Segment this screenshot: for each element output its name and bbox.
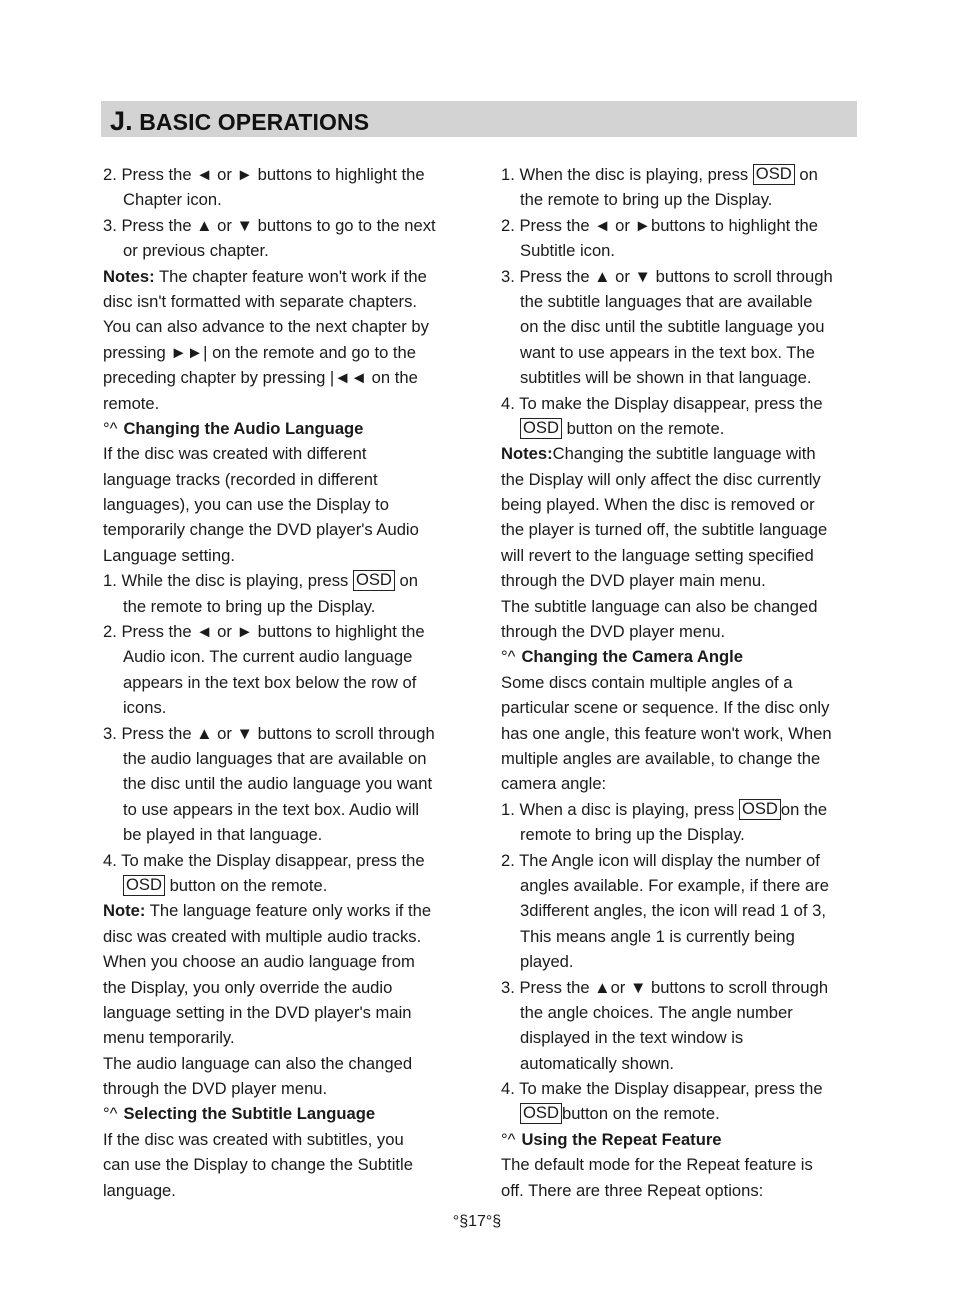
text-line: Audio icon. The current audio language bbox=[123, 647, 413, 667]
text-line: the remote to bring up the Display. bbox=[123, 596, 376, 616]
osd-key-label: OSD bbox=[520, 1103, 562, 1124]
section-title: J. BASIC OPERATIONS bbox=[110, 106, 370, 136]
text-line: pressing ►►| on the remote and go to the bbox=[103, 342, 416, 362]
right-column bbox=[501, 162, 861, 1203]
text-line: If the disc was created with subtitles, you bbox=[103, 1129, 404, 1149]
text-line: If the disc was created with different bbox=[103, 444, 367, 464]
text-line: Subtitle icon. bbox=[520, 241, 616, 261]
text-line: 3. Press the ▲ or ▼ buttons to scroll through bbox=[103, 723, 435, 743]
text-line: the remote to bring up the Display. bbox=[520, 190, 773, 210]
text-line: the player is turned off, the subtitle language bbox=[501, 520, 828, 540]
notes-line: Notes:Changing the subtitle language with bbox=[501, 444, 816, 464]
osd-key-label: OSD bbox=[520, 418, 562, 439]
text-line: disc isn't formatted with separate chapters. bbox=[103, 291, 417, 311]
text-line: remote. bbox=[103, 393, 160, 413]
text-line: language tracks (recorded in different bbox=[103, 469, 378, 489]
text-line: through the DVD player main menu. bbox=[501, 571, 766, 591]
text-line: 1. While the disc is playing, press OSD on bbox=[103, 570, 418, 591]
text-line: the angle choices. The angle number bbox=[520, 1002, 793, 1022]
note-line: Note: The language feature only works if the bbox=[103, 901, 432, 921]
text-line: 3. Press the ▲or ▼ buttons to scroll through bbox=[501, 977, 829, 997]
text-line: remote to bring up the Display. bbox=[520, 825, 745, 845]
osd-key-label: OSD bbox=[353, 570, 395, 591]
text-line: 4. To make the Display disappear, press the bbox=[501, 393, 823, 413]
section-header bbox=[101, 101, 857, 137]
text-line: has one angle, this feature won't work, When bbox=[501, 723, 832, 743]
osd-key-label: OSD bbox=[739, 799, 781, 820]
text-line: displayed in the text window is bbox=[520, 1028, 744, 1048]
osd-key-label: OSD bbox=[753, 164, 795, 185]
text-line: When you choose an audio language from bbox=[103, 952, 415, 972]
text-line: appears in the text box below the row of bbox=[123, 672, 417, 692]
text-line: being played. When the disc is removed or bbox=[501, 495, 815, 515]
section-heading-subtitle: °^ Selecting the Subtitle Language bbox=[103, 1104, 376, 1124]
text-line: the audio languages that are available on bbox=[123, 748, 427, 768]
text-line: Some discs contain multiple angles of a bbox=[501, 672, 793, 692]
text-line: to use appears in the text box. Audio will bbox=[123, 799, 420, 819]
text-line: The audio language can also the changed bbox=[103, 1053, 413, 1073]
text-line: the disc until the audio language you want bbox=[123, 774, 433, 794]
text-line: disc was created with multiple audio tracks. bbox=[103, 926, 422, 946]
text-line: off. There are three Repeat options: bbox=[501, 1180, 764, 1200]
text-line: the subtitle languages that are available bbox=[520, 291, 813, 311]
text-line: languages), you can use the Display to bbox=[103, 495, 389, 515]
text-line: preceding chapter by pressing |◄◄ on the bbox=[103, 368, 418, 388]
text-line: language setting in the DVD player's main bbox=[103, 1002, 412, 1022]
text-line: 1. When a disc is playing, press OSD on the bbox=[501, 798, 828, 819]
text-line: 2. Press the ◄ or ► buttons to highlight the bbox=[103, 165, 425, 184]
text-line: Language setting. bbox=[103, 545, 235, 565]
text-line: icons. bbox=[123, 698, 167, 718]
text-line: The default mode for the Repeat feature is bbox=[501, 1155, 813, 1175]
text-line: 2. Press the ◄ or ►buttons to highlight the bbox=[501, 215, 818, 235]
text-line: through the DVD player menu. bbox=[103, 1079, 328, 1099]
page-number: °§17°§ bbox=[452, 1213, 502, 1230]
text-line: language. bbox=[103, 1180, 176, 1200]
text-line: subtitles will be shown in that language. bbox=[520, 368, 812, 388]
left-column bbox=[103, 162, 463, 1203]
text-line: angles available. For example, if there are bbox=[520, 875, 829, 895]
text-line: menu temporarily. bbox=[103, 1028, 235, 1048]
text-line: 4. To make the Display disappear, press the bbox=[103, 850, 425, 870]
text-line: on the disc until the subtitle language you bbox=[520, 317, 825, 337]
text-line: temporarily change the DVD player's Audio bbox=[103, 520, 419, 540]
text-line: the Display, you only override the audio bbox=[103, 977, 393, 997]
text-line: 3. Press the ▲ or ▼ buttons to go to the next bbox=[103, 215, 436, 235]
text-line: Chapter icon. bbox=[123, 190, 222, 210]
text-line: camera angle: bbox=[501, 774, 607, 794]
text-line: multiple angles are available, to change the bbox=[501, 748, 821, 768]
text-line: You can also advance to the next chapter by bbox=[103, 317, 429, 337]
text-line: 4. To make the Display disappear, press the bbox=[501, 1079, 823, 1099]
text-line: 3. Press the ▲ or ▼ buttons to scroll through bbox=[501, 266, 833, 286]
text-line: automatically shown. bbox=[520, 1053, 675, 1073]
osd-key-label: OSD bbox=[123, 875, 165, 896]
text-line: OSD button on the remote. bbox=[103, 873, 463, 898]
text-line: This means angle 1 is currently being bbox=[520, 926, 795, 946]
text-line: 3different angles, the icon will read 1 of 3, bbox=[520, 901, 826, 921]
text-line: 1. When the disc is playing, press OSD on bbox=[501, 164, 818, 184]
notes-line: Notes: The chapter feature won't work if the bbox=[103, 266, 427, 286]
text-line: be played in that language. bbox=[123, 825, 323, 845]
text-line: or previous chapter. bbox=[123, 241, 269, 261]
text-line: OSD button on the remote. bbox=[501, 1101, 861, 1126]
section-heading-camera-angle: °^ Changing the Camera Angle bbox=[501, 647, 744, 667]
text-line: played. bbox=[520, 952, 574, 972]
text-line: through the DVD player menu. bbox=[501, 622, 726, 642]
text-line: particular scene or sequence. If the disc only bbox=[501, 698, 830, 718]
text-line: want to use appears in the text box. The bbox=[520, 342, 815, 362]
text-line: The subtitle language can also be changed bbox=[501, 596, 818, 616]
text-line: will revert to the language setting specified bbox=[501, 545, 814, 565]
section-heading-audio: °^ Changing the Audio Language bbox=[103, 418, 364, 438]
text-line: 2. The Angle icon will display the number of bbox=[501, 850, 820, 870]
text-line: can use the Display to change the Subtitle bbox=[103, 1155, 413, 1175]
text-line: OSD button on the remote. bbox=[501, 416, 861, 441]
text-line: 2. Press the ◄ or ► buttons to highlight the bbox=[103, 622, 425, 642]
text-line: the Display will only affect the disc currently bbox=[501, 469, 821, 489]
section-heading-repeat: °^ Using the Repeat Feature bbox=[501, 1129, 722, 1149]
